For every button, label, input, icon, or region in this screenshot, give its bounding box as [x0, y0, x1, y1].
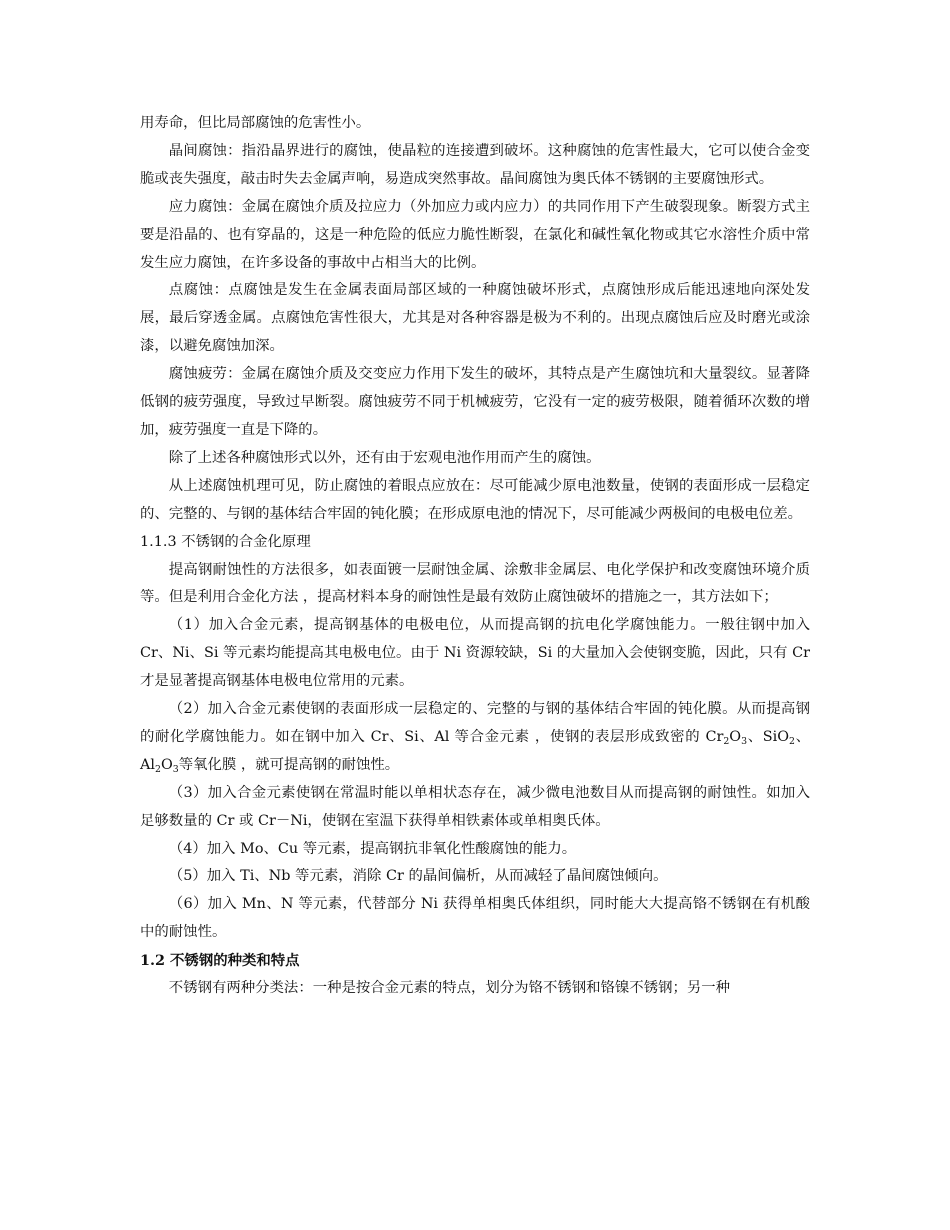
- paragraph-galvanic-corrosion: 除了上述各种腐蚀形式以外，还有由于宏观电池作用而产生的腐蚀。: [168, 449, 601, 466]
- list-item-2-text-c: 、SiO: [747, 728, 789, 745]
- paragraph-stress-corrosion: 应力腐蚀：金属在腐蚀介质及拉应力（外加应力或内应力）的共同作用下产生破裂现象。断裂方式主要是沿晶的、也有穿晶的，这是一种危险的低应力脆性断裂，在氯化和碱性氧化物或其它水溶性介质中常发生应力腐蚀，在许多设备的事故中占相当大的比例。: [140, 198, 810, 271]
- document-page: [140, 110, 810, 1003]
- list-item-2-text-e: O: [160, 756, 173, 773]
- subscript: 2: [789, 735, 795, 747]
- list-item-2: [140, 696, 810, 780]
- list-item-2-text-f: 等氧化膜 ，就可提高钢的耐蚀性。: [178, 756, 400, 773]
- paragraph-pitting-corrosion: 点腐蚀：点腐蚀是发生在金属表面局部区域的一种腐蚀破坏形式，点腐蚀形成后能迅速地向深处发展，最后穿透金属。点腐蚀危害性很大，尤其是对各种容器是极为不利的。出现点腐蚀后应及时磨光或涂漆，以避免腐蚀加深。: [140, 282, 810, 355]
- paragraph-continuation: 用寿命，但比局部腐蚀的危害性小。: [140, 115, 371, 131]
- paragraph-classification: 不锈钢有两种分类法：一种是按合金元素的特点，划分为铬不锈钢和铬镍不锈钢；另一种: [168, 980, 731, 997]
- section-heading-1-1-3: 1.1.3 不锈钢的合金化原理: [140, 533, 311, 550]
- list-item-2-text-b: O: [729, 728, 742, 745]
- paragraph-alloying-methods: 提高钢耐蚀性的方法很多，如表面镀一层耐蚀金属、涂敷非金属层、电化学保护和改变腐蚀环境介质等。但是利用合金化方法 ，提高材料本身的耐蚀性是最有效防止腐蚀破坏的措施之一，其方法如下；: [140, 561, 810, 606]
- section-heading-1-2: 1.2 不锈钢的种类和特点: [140, 952, 300, 970]
- list-item-5: （5）加入 Ti、Nb 等元素，消除 Cr 的晶间偏析，从而减轻了晶间腐蚀倾向。: [168, 868, 668, 885]
- list-item-1: （1）加入合金元素，提高钢基体的电极电位，从而提高钢的抗电化学腐蚀能力。一般往钢中加入 Cr、Ni、Si 等元素均能提高其电极电位。由于 Ni 资源较缺，Si 的大量加入会使钢变脆，因此，只有 Cr 才是显著提高钢基体电极电位常用的元素。: [140, 617, 810, 690]
- subscript: 2: [723, 735, 730, 747]
- paragraph-corrosion-fatigue: 腐蚀疲劳：金属在腐蚀介质及交变应力作用下发生的破坏，其特点是产生腐蚀坑和大量裂纹。显著降低钢的疲劳强度，导致过早断裂。腐蚀疲劳不同于机械疲劳，它没有一定的疲劳极限，随着循环次数的增加，疲劳强度一直是下降的。: [140, 366, 810, 438]
- list-item-2-text-d: 、Al: [140, 728, 810, 773]
- paragraph-intergranular-corrosion: 晶间腐蚀：指沿晶界进行的腐蚀，使晶粒的连接遭到破坏。这种腐蚀的危害性最大，它可以使合金变脆或丧失强度，敲击时失去金属声响，易造成突然事故。晶间腐蚀为奥氏体不锈钢的主要腐蚀形式。: [140, 142, 810, 187]
- subscript: 3: [741, 735, 748, 747]
- list-item-6: （6）加入 Mn、N 等元素，代替部分 Ni 获得单相奥氏体组织，同时能大大提高铬不锈钢在有机酸中的耐蚀性。: [140, 896, 810, 941]
- subscript: 2: [155, 763, 161, 775]
- list-item-2-text-a: （2）加入合金元素使钢的表面形成一层稳定的、完整的与钢的基体结合牢固的钝化膜。从而提高钢的耐化学腐蚀能力。如在钢中加入 Cr、Si、Al 等合金元素 ，使钢的表层形成致密的 Cr: [140, 701, 810, 745]
- list-item-4: （4）加入 Mo、Cu 等元素，提高钢抗非氧化性酸腐蚀的能力。: [168, 840, 577, 857]
- paragraph-prevention-principle: 从上述腐蚀机理可见，防止腐蚀的着眼点应放在：尽可能减少原电池数量，使钢的表面形成一层稳定的、完整的、与钢的基体结合牢固的钝化膜；在形成原电池的情况下，尽可能减少两极间的电极电位差。: [140, 477, 810, 522]
- list-item-3: （3）加入合金元素使钢在常温时能以单相状态存在，减少微电池数目从而提高钢的耐蚀性。如加入足够数量的 Cr 或 Cr－Ni，使钢在室温下获得单相铁素体或单相奥氏体。: [140, 784, 810, 829]
- subscript: 3: [172, 763, 179, 775]
